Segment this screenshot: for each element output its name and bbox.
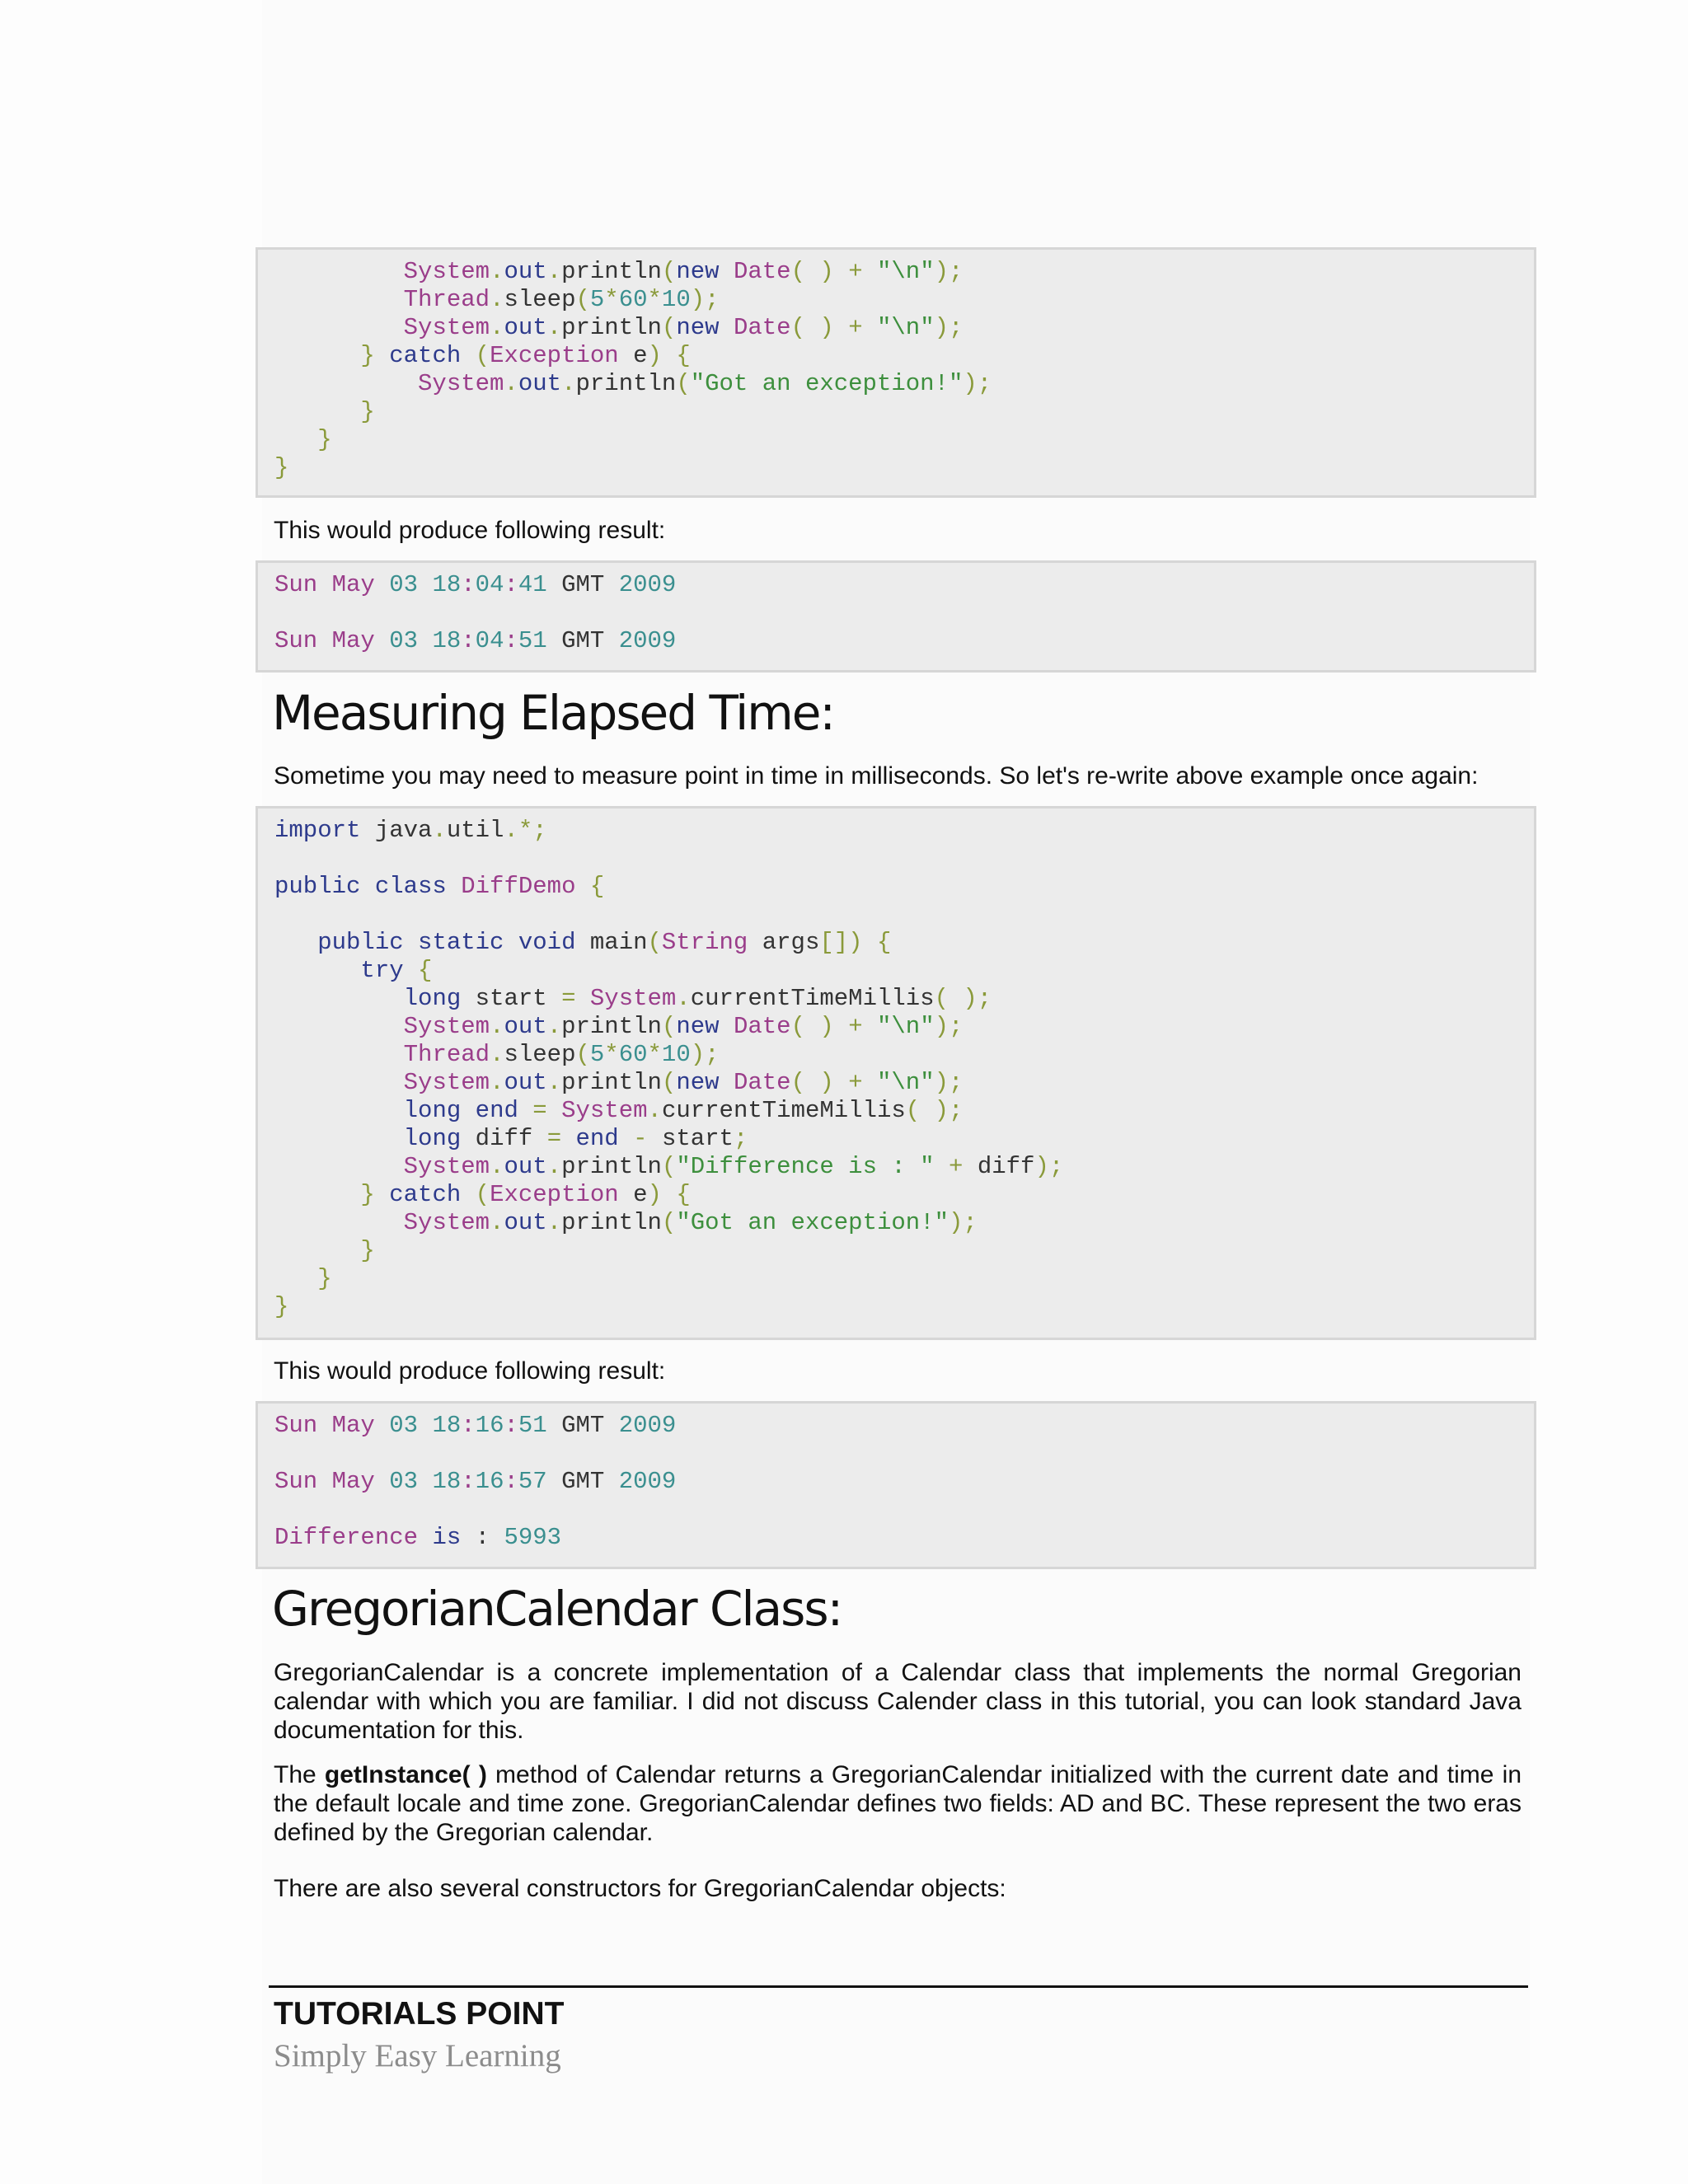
footer-brand: TUTORIALS POINT — [274, 1996, 565, 2032]
code-token: public class — [274, 873, 447, 900]
gregorian-p2-prefix: The — [274, 1761, 325, 1788]
output-line — [274, 627, 676, 655]
code-token: } — [360, 1237, 375, 1264]
code-token: . — [546, 1069, 562, 1096]
code-token: sleep — [504, 1041, 576, 1068]
code-token: Date — [733, 258, 791, 285]
output-token: 2009 — [618, 627, 677, 654]
output-token — [490, 1524, 504, 1551]
output-token: 03 — [389, 1468, 419, 1495]
code-token: . — [546, 1209, 562, 1236]
code-token: "\n" — [877, 314, 935, 341]
code-token: . — [490, 1153, 504, 1180]
code-token — [720, 314, 734, 341]
code-token: ( — [575, 1041, 590, 1068]
code-token: . — [490, 1041, 504, 1068]
code-token: ); — [963, 370, 992, 397]
code-token: println — [561, 258, 662, 285]
code-token: args — [748, 929, 820, 956]
code-token: ); — [934, 1013, 964, 1040]
code-token: ( — [575, 286, 590, 313]
code-token: long — [403, 1097, 462, 1124]
code-token: ); — [1034, 1153, 1064, 1180]
output-token: 04 — [475, 627, 504, 654]
output-token: 2009 — [618, 1468, 677, 1495]
code-token: "\n" — [877, 1069, 935, 1096]
code-token: * — [604, 1041, 619, 1068]
code-token: System — [561, 1097, 648, 1124]
code-token: DiffDemo — [461, 873, 576, 900]
code-token: Date — [733, 314, 791, 341]
gregorian-paragraph-3: There are also several constructors for GregorianCalendar objects: — [274, 1875, 1006, 1902]
output-token: GMT — [546, 1412, 619, 1439]
code-token: new — [676, 1013, 720, 1040]
getinstance-method-name: getInstance( ) — [324, 1761, 487, 1788]
code-token: ( — [661, 314, 677, 341]
output-token: Sun May — [274, 1412, 375, 1439]
code-token: . — [490, 1013, 504, 1040]
code-token: } — [360, 342, 390, 369]
code-token: println — [575, 370, 677, 397]
code-token: out — [504, 1153, 547, 1180]
code-token: System — [589, 985, 677, 1012]
code-token: println — [561, 314, 662, 341]
code-token: ( ); — [934, 985, 992, 1012]
output-token: GMT — [546, 627, 619, 654]
code-token: { — [403, 957, 433, 984]
code-token: . — [490, 286, 504, 313]
code-token: "Got an exception!" — [676, 1209, 949, 1236]
code-token: new — [676, 258, 720, 285]
code-token: println — [561, 1153, 662, 1180]
code-token — [720, 1069, 734, 1096]
output-token: : — [475, 1524, 490, 1551]
code-token: out — [504, 314, 547, 341]
output-line — [274, 1412, 676, 1440]
code-line — [274, 985, 992, 1013]
output-token: Sun May — [274, 571, 375, 598]
code-token: ( — [661, 1069, 677, 1096]
code-token: Thread — [403, 286, 490, 313]
code-token: catch — [389, 1181, 462, 1208]
code-token: catch — [389, 342, 462, 369]
output-token: 03 — [389, 627, 419, 654]
footer-tagline: Simply Easy Learning — [274, 2038, 561, 2074]
output-token: 04 — [475, 571, 504, 598]
code-token: ); — [948, 1209, 978, 1236]
code-token: println — [561, 1209, 662, 1236]
code-token: ( ) + — [790, 314, 877, 341]
code-token: } — [360, 398, 375, 425]
code-token: ); — [934, 258, 964, 285]
output-token: Sun May — [274, 1468, 375, 1495]
code-line — [274, 426, 332, 454]
output-token: : — [461, 571, 476, 598]
code-line — [274, 1125, 748, 1153]
code-block-thread-sleep — [256, 247, 1536, 498]
output-token: 51 — [518, 1412, 547, 1439]
output-token: : — [504, 1412, 518, 1439]
code-line — [274, 1013, 963, 1041]
code-line — [274, 398, 375, 426]
code-token: end — [575, 1125, 619, 1152]
heading-gregoriancalendar-class: GregorianCalendar Class: — [272, 1581, 842, 1637]
code-token: } — [274, 1293, 289, 1320]
code-token: ( — [661, 1209, 677, 1236]
code-token: out — [504, 1069, 547, 1096]
code-token: . — [490, 1069, 504, 1096]
code-token: . — [676, 985, 691, 1012]
output-line-difference — [274, 1524, 561, 1552]
code-token: Date — [733, 1013, 791, 1040]
code-token: ( ) + — [790, 1013, 877, 1040]
code-token — [461, 1097, 475, 1124]
code-line — [274, 1069, 963, 1097]
code-line — [274, 1237, 375, 1265]
heading-measuring-elapsed-time: Measuring Elapsed Time: — [272, 685, 834, 741]
code-token: System — [418, 370, 504, 397]
code-token: main — [575, 929, 648, 956]
output-token: 18 — [432, 1412, 462, 1439]
code-token: ); — [934, 1069, 964, 1096]
code-line — [274, 1041, 720, 1069]
code-token: * — [604, 286, 619, 313]
code-token: out — [504, 258, 547, 285]
code-token: System — [403, 1209, 490, 1236]
code-token: Date — [733, 1069, 791, 1096]
code-token: out — [504, 1209, 547, 1236]
code-token: .*; — [504, 817, 547, 844]
code-line — [274, 929, 891, 957]
code-line — [274, 314, 963, 342]
code-token: "Difference is : " — [676, 1153, 935, 1180]
gregorian-p2-rest: method of Calendar returns a GregorianCalendar initialized with the current date and time in the default locale and time zone. GregorianCalendar defines two fields: AD and BC. These represent the two eras defined by the Gregorian calendar. — [274, 1761, 1522, 1846]
code-token: . — [490, 314, 504, 341]
code-token: ( ) + — [790, 258, 877, 285]
code-line — [274, 342, 691, 370]
code-token: } — [274, 454, 289, 481]
code-token: try — [360, 957, 404, 984]
code-token: . — [546, 1153, 562, 1180]
code-token: 10 — [661, 1041, 691, 1068]
output-block-1 — [256, 560, 1536, 673]
code-token: java — [360, 817, 433, 844]
output-token: Difference — [274, 1524, 419, 1551]
code-token: 60 — [618, 1041, 648, 1068]
code-line — [274, 1153, 1063, 1181]
code-token: = — [532, 1097, 562, 1124]
output-token: 57 — [518, 1468, 547, 1495]
code-line — [274, 1209, 978, 1237]
code-token: "Got an exception!" — [690, 370, 964, 397]
code-token: * — [647, 1041, 662, 1068]
code-token: ) { — [647, 1181, 691, 1208]
output-token: GMT — [546, 571, 619, 598]
output-token: 2009 — [618, 571, 677, 598]
code-line — [274, 957, 432, 985]
output-token: 41 — [518, 571, 547, 598]
output-token: Sun May — [274, 627, 375, 654]
code-token: System — [403, 1153, 490, 1180]
code-token: Thread — [403, 1041, 490, 1068]
output-token — [418, 1524, 432, 1551]
output-token — [418, 1468, 432, 1495]
output-token — [375, 571, 389, 598]
output-token: GMT — [546, 1468, 619, 1495]
output-token: : — [504, 1468, 518, 1495]
code-token: . — [490, 258, 504, 285]
output-token: 18 — [432, 571, 462, 598]
code-token: ; — [733, 1125, 748, 1152]
code-token: end — [475, 1097, 518, 1124]
code-token: new — [676, 1069, 720, 1096]
code-token: println — [561, 1013, 662, 1040]
code-token: diff — [461, 1125, 547, 1152]
code-token — [720, 1013, 734, 1040]
code-line — [274, 873, 604, 901]
code-line — [274, 817, 547, 845]
code-token: long — [403, 1125, 462, 1152]
code-line — [274, 370, 992, 398]
code-line — [274, 1293, 288, 1321]
code-line — [274, 286, 720, 314]
code-token: public static void — [317, 929, 576, 956]
code-token: { — [575, 873, 605, 900]
code-token: . — [432, 817, 447, 844]
output-token: : — [504, 571, 518, 598]
code-token: } — [317, 1265, 332, 1292]
code-token: = — [561, 985, 590, 1012]
code-token: 60 — [618, 286, 648, 313]
result-intro-1: This would produce following result: — [274, 517, 666, 544]
code-token: e — [618, 1181, 648, 1208]
code-token: "\n" — [877, 258, 935, 285]
output-token: 03 — [389, 571, 419, 598]
code-token: currentTimeMillis — [661, 1097, 906, 1124]
code-token: ); — [934, 314, 964, 341]
code-token: } — [317, 426, 332, 453]
code-token: out — [504, 1013, 547, 1040]
code-line — [274, 454, 288, 482]
code-token: println — [561, 1069, 662, 1096]
output-token: 18 — [432, 1468, 462, 1495]
output-token: : — [504, 627, 518, 654]
output-token — [418, 571, 432, 598]
code-token: ( — [647, 929, 662, 956]
code-token: ( — [661, 258, 677, 285]
code-token: []) { — [819, 929, 892, 956]
code-token: . — [504, 370, 518, 397]
code-line — [274, 1181, 691, 1209]
elapsed-intro-text: Sometime you may need to measure point in time in milliseconds. So let's re-write above example once again: — [274, 762, 1479, 790]
output-token: 18 — [432, 627, 462, 654]
code-token: * — [647, 286, 662, 313]
result-intro-2: This would produce following result: — [274, 1357, 666, 1385]
code-token — [720, 258, 734, 285]
code-token: System — [403, 258, 490, 285]
code-token: e — [618, 342, 648, 369]
code-token: System — [403, 314, 490, 341]
output-token — [418, 1412, 432, 1439]
code-token — [518, 1097, 532, 1124]
code-token: String — [661, 929, 748, 956]
code-token: 5 — [589, 1041, 605, 1068]
code-token: - — [618, 1125, 662, 1152]
output-token: : — [461, 627, 476, 654]
code-token: long — [403, 985, 462, 1012]
gregorian-paragraph-2 — [274, 1760, 1522, 1847]
output-token — [375, 627, 389, 654]
output-token: 16 — [475, 1468, 504, 1495]
output-token — [375, 1468, 389, 1495]
code-block-diffdemo — [256, 806, 1536, 1340]
output-token: 51 — [518, 627, 547, 654]
code-token: ); — [690, 286, 720, 313]
code-line — [274, 258, 963, 286]
output-token: 03 — [389, 1412, 419, 1439]
output-token — [418, 627, 432, 654]
code-token: ( ); — [905, 1097, 964, 1124]
footer-divider — [269, 1985, 1528, 1988]
code-token: . — [546, 1013, 562, 1040]
code-token: System — [403, 1069, 490, 1096]
code-token: ) { — [647, 342, 691, 369]
code-token: out — [518, 370, 562, 397]
output-token: 2009 — [618, 1412, 677, 1439]
output-block-2 — [256, 1401, 1536, 1569]
code-token: ( — [676, 370, 691, 397]
code-token: "\n" — [877, 1013, 935, 1040]
output-token: : — [461, 1412, 476, 1439]
code-token: ( — [461, 342, 490, 369]
code-token: . — [647, 1097, 662, 1124]
output-token: 16 — [475, 1412, 504, 1439]
code-token: new — [676, 314, 720, 341]
code-token: } — [360, 1181, 390, 1208]
code-line — [274, 1265, 332, 1293]
gregorian-paragraph-1: GregorianCalendar is a concrete implementation of a Calendar class that implements the normal Gregorian calendar with which you are familiar. I did not discuss Calender class in this tutorial, you can look standard Java documentation for this. — [274, 1659, 1522, 1744]
code-token: 5 — [589, 286, 605, 313]
code-token: import — [274, 817, 361, 844]
output-line — [274, 571, 676, 599]
code-token: . — [561, 370, 576, 397]
output-token — [461, 1524, 475, 1551]
code-token: ); — [690, 1041, 720, 1068]
code-token: diff — [977, 1153, 1035, 1180]
output-line — [274, 1468, 676, 1496]
code-token: ( — [461, 1181, 490, 1208]
code-token: ( — [661, 1153, 677, 1180]
code-token: sleep — [504, 286, 576, 313]
code-token: ( ) + — [790, 1069, 877, 1096]
code-token — [447, 873, 461, 900]
code-token: start — [661, 1125, 734, 1152]
code-token: System — [403, 1013, 490, 1040]
code-token: Exception — [490, 1181, 619, 1208]
output-token: 5993 — [504, 1524, 562, 1551]
code-token: . — [490, 1209, 504, 1236]
code-token: = — [546, 1125, 576, 1152]
code-token: 10 — [661, 286, 691, 313]
code-token: . — [546, 314, 562, 341]
code-token: . — [546, 258, 562, 285]
code-line — [274, 1097, 963, 1125]
code-token: + — [934, 1153, 978, 1180]
code-token: ( — [661, 1013, 677, 1040]
code-token: currentTimeMillis — [690, 985, 935, 1012]
output-token: is — [432, 1524, 462, 1551]
code-token: Exception — [490, 342, 619, 369]
code-token: util — [446, 817, 504, 844]
code-token: start — [461, 985, 562, 1012]
output-token: : — [461, 1468, 476, 1495]
output-token — [375, 1412, 389, 1439]
